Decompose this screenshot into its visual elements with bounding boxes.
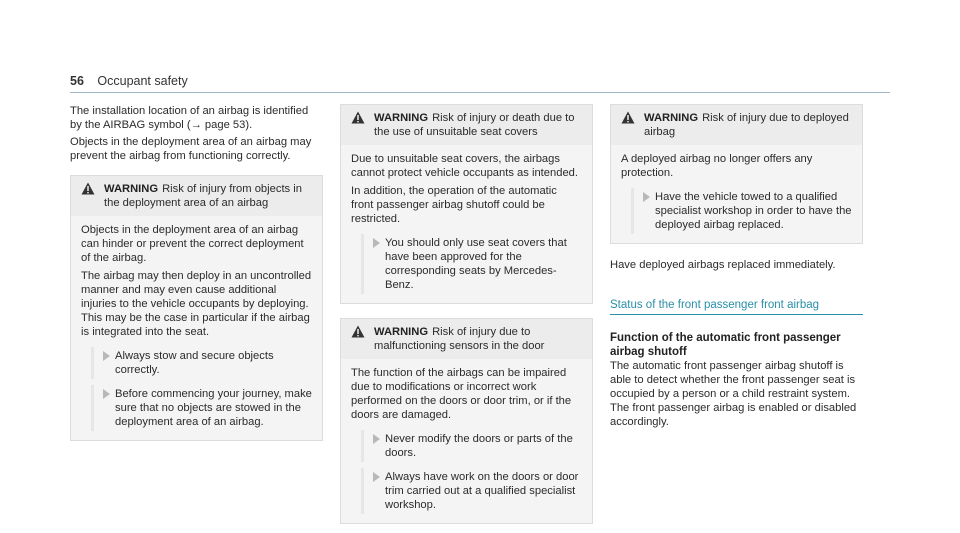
step-bar (631, 188, 634, 234)
step-arrow-icon (103, 351, 110, 361)
warning-triangle-icon (81, 182, 95, 195)
warning-header (611, 105, 862, 145)
section-heading: Status of the front passenger front airbag (610, 298, 863, 315)
step-text: Always stow and secure objects correctly. (115, 350, 274, 376)
warning-box-seat-covers (340, 104, 593, 304)
step-bar (361, 430, 364, 462)
header-divider (70, 92, 890, 93)
warning-text: A deployed airbag no longer offers any protection. (621, 153, 813, 179)
warning-box-deployed-airbag (610, 104, 863, 244)
intro-paragraph-1: The installation location of an airbag is identified by the AIRBAG symbol (→ page 53). (70, 105, 309, 131)
column-1 (70, 104, 323, 441)
column-2 (340, 104, 593, 524)
warning-triangle-icon (621, 111, 635, 124)
step-bar (91, 347, 94, 379)
warning-header (71, 176, 322, 216)
warning-label: WARNING (644, 112, 699, 124)
step-text: Always have work on the doors or door trim carried out at a qualified specialist workshop. (385, 471, 579, 511)
step-bar (91, 385, 94, 431)
step-arrow-icon (373, 434, 380, 444)
warning-title: Risk of injury due to deployed airbag (644, 112, 849, 138)
warning-title: Risk of injury or death due to the use of unsuitable seat covers (374, 112, 575, 138)
intro-paragraph-2: Objects in the deployment area of an airbag may prevent the airbag from functioning correctly. (70, 136, 312, 162)
step-bar (361, 234, 364, 294)
action-step (351, 236, 582, 292)
warning-header (341, 105, 592, 145)
step-text: You should only use seat covers that have been approved for the corresponding seats by Mercedes-Benz. (385, 237, 567, 291)
warning-triangle-icon (351, 111, 365, 124)
warning-body (341, 145, 592, 303)
warning-text: The function of the airbags can be impaired due to modifications or incorrect work performed on the doors or door trim, or if the doors are damaged. (351, 367, 572, 421)
warning-text: In addition, the operation of the automatic front passenger airbag shutoff could be restricted. (351, 185, 557, 225)
step-text: Before commencing your journey, make sure that no objects are stowed in the deployment area of an airbag. (115, 388, 312, 428)
warning-title: Risk of injury due to malfunctioning sensors in the door (374, 326, 545, 352)
warning-box-objects (70, 175, 323, 441)
action-step (81, 387, 312, 429)
column-3 (610, 104, 863, 432)
warning-text: Objects in the deployment area of an airbag can hinder or prevent the correct deployment of the airbag. (81, 224, 304, 264)
section-name: Occupant safety (97, 74, 188, 88)
warning-label: WARNING (104, 183, 159, 195)
warning-body (71, 216, 322, 440)
step-arrow-icon (373, 472, 380, 482)
warning-body (341, 359, 592, 523)
warning-text: The airbag may then deploy in an uncontrolled manner and may even cause additional injuries to the vehicle occupants by deploying. This may be the case in particular if the airbag is integrated into the seat. (81, 270, 312, 338)
action-step (351, 432, 582, 460)
step-text: Never modify the doors or parts of the doors. (385, 433, 573, 459)
step-arrow-icon (373, 238, 380, 248)
action-step (621, 190, 852, 232)
warning-label: WARNING (374, 112, 429, 124)
step-bar (361, 468, 364, 514)
warning-title: Risk of injury from objects in the deployment area of an airbag (104, 183, 302, 209)
action-step (81, 349, 312, 377)
warning-body (611, 145, 862, 243)
replace-airbag-note: Have deployed airbags replaced immediately. (610, 259, 836, 271)
subsection-heading: Function of the automatic front passenger airbag shutoff (610, 332, 841, 358)
warning-header (341, 319, 592, 359)
step-text: Have the vehicle towed to a qualified specialist workshop in order to have the deployed airbag replaced. (655, 191, 852, 231)
page-number: 56 (70, 74, 84, 88)
step-arrow-icon (643, 192, 650, 202)
subsection-body: The automatic front passenger airbag shutoff is able to detect whether the front passenger seat is occupied by a person or a child restraint system. The front passenger airbag is enabled or disabled accordingly. (610, 360, 857, 428)
warning-box-door-sensors (340, 318, 593, 524)
warning-triangle-icon (351, 325, 365, 338)
step-arrow-icon (103, 389, 110, 399)
warning-label: WARNING (374, 326, 429, 338)
page-header (70, 74, 188, 88)
action-step (351, 470, 582, 512)
warning-text: Due to unsuitable seat covers, the airbags cannot protect vehicle occupants as intended. (351, 153, 579, 179)
